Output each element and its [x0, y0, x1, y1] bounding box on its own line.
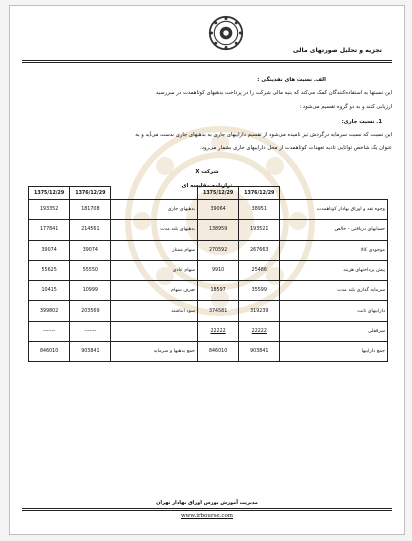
liability-label: بدهیهای جاری — [111, 200, 198, 220]
table-row-total — [29, 342, 388, 362]
liability-value-current: 39074 — [70, 240, 111, 260]
asset-label: وجوه نقد و اوراق بهادار کوتاهمدت — [280, 200, 388, 220]
asset-value-current: 193521 — [239, 220, 280, 240]
asset-value-current: 25486 — [239, 260, 280, 280]
asset-value-prior: 138959 — [198, 220, 239, 240]
asset-value-current: 319239 — [239, 301, 280, 321]
header-divider — [22, 60, 392, 61]
header-asset-year-current: 1376/12/29 — [239, 187, 280, 200]
liquidity-heading: الف. نسبت های نقدینگی : — [257, 77, 326, 83]
asset-value-prior: 9910 — [198, 260, 239, 280]
asset-label: داراییهای ثابت — [280, 301, 388, 321]
table-row — [29, 260, 388, 280]
asset-value-prior: 846010 — [198, 342, 239, 362]
table-row — [29, 240, 388, 260]
liability-label: سهام عادی — [111, 260, 198, 280]
asset-label: سرقفلی — [280, 321, 388, 341]
asset-value-current: 35599 — [239, 281, 280, 301]
liability-label: سود انباشته — [111, 301, 198, 321]
liability-value-current: 55550 — [70, 260, 111, 280]
liability-value-current: ------- — [70, 321, 111, 341]
asset-value-current: 903841 — [239, 342, 280, 362]
page-header — [10, 6, 404, 68]
asset-value-current: 267663 — [239, 240, 280, 260]
current-ratio-text-line2: عنوان یک شاخص توانایی تادیه تعهدات کوتاهمدت از محل داراییهای جاری بشمار می‌رود. — [199, 145, 392, 151]
table-row — [29, 281, 388, 301]
asset-value-prior: 39064 — [198, 200, 239, 220]
footer-divider-secondary — [22, 510, 392, 511]
liability-value-current: 10999 — [70, 281, 111, 301]
liability-value-current: 903841 — [70, 342, 111, 362]
footer-org: مدیریت آموزش بورس اوراق بهادار تهران — [156, 500, 258, 506]
table-row — [29, 321, 388, 341]
footer-url[interactable]: www.irbourse.com — [180, 513, 234, 519]
document-page — [9, 5, 405, 535]
liability-value-prior: 10415 — [29, 281, 70, 301]
current-ratio-heading: 1. نسبت جاری: — [341, 119, 382, 125]
liability-value-prior: 846010 — [29, 342, 70, 362]
liability-label: بدهیهای بلند مدت — [111, 220, 198, 240]
balance-sheet-table — [28, 186, 388, 362]
header-asset-year-prior: 1375/12/29 — [198, 187, 239, 200]
header-title: تجزیه و تحلیل صورتهای مالی — [292, 47, 382, 54]
asset-label: پیش پرداختهای هزینه — [280, 260, 388, 280]
header-liab-year-current: 1376/12/29 — [70, 187, 111, 200]
liability-label: صرف سهام — [111, 281, 198, 301]
asset-value-current: 38951 — [239, 200, 280, 220]
asset-value-prior: 270592 — [198, 240, 239, 260]
liability-value-current: 214561 — [70, 220, 111, 240]
header-divider-secondary — [22, 62, 392, 63]
liability-value-prior: ------- — [29, 321, 70, 341]
liability-value-current: 181708 — [70, 200, 111, 220]
table-header-row — [29, 187, 388, 200]
liability-value-prior: 193352 — [29, 200, 70, 220]
liability-label — [111, 321, 198, 341]
asset-value-current: 22222 — [239, 321, 280, 341]
asset-value-prior: 374581 — [198, 301, 239, 321]
liability-value-prior: 177841 — [29, 220, 70, 240]
liability-label: سهام ممتاز — [111, 240, 198, 260]
company-name: شرکت X — [195, 169, 219, 175]
table-row — [29, 301, 388, 321]
liquidity-text-line2: ارزیابی کنند و به دو گروه تقسیم می‌شود : — [299, 104, 392, 110]
table-row — [29, 200, 388, 220]
table-row — [29, 220, 388, 240]
exchange-logo — [208, 15, 244, 51]
asset-label: جمع داراییها — [280, 342, 388, 362]
liability-value-prior: 55625 — [29, 260, 70, 280]
liability-value-current: 203569 — [70, 301, 111, 321]
asset-value-prior: 18597 — [198, 281, 239, 301]
footer-divider — [22, 508, 392, 509]
statement-title: ترازنامه مقایسه ای — [181, 183, 233, 189]
asset-label: حسابهای دریافتی - خالص — [280, 220, 388, 240]
liability-value-prior: 39074 — [29, 240, 70, 260]
liability-value-prior: 399802 — [29, 301, 70, 321]
liability-label: جمع بدهیها و سرمایه — [111, 342, 198, 362]
asset-label: سرمایه گذاری بلند مدت — [280, 281, 388, 301]
header-liab-year-prior: 1375/12/29 — [29, 187, 70, 200]
asset-value-prior: 22222 — [198, 321, 239, 341]
liquidity-text-line1: این نسبتها به استفاده‌کنندگان کمک می‌کند که بنیه مالی شرکت را در پرداخت بدهیهای کوتاهمدت در سررسید — [155, 90, 392, 96]
current-ratio-text-line1: این نسبت که نسبت سرمایه درگردش نیز نامیده می‌شود از تقسیم داراییهای جاری به بدهیهای جاری بدست می‌آید و به — [135, 132, 392, 138]
asset-label: موجودی کالا — [280, 240, 388, 260]
